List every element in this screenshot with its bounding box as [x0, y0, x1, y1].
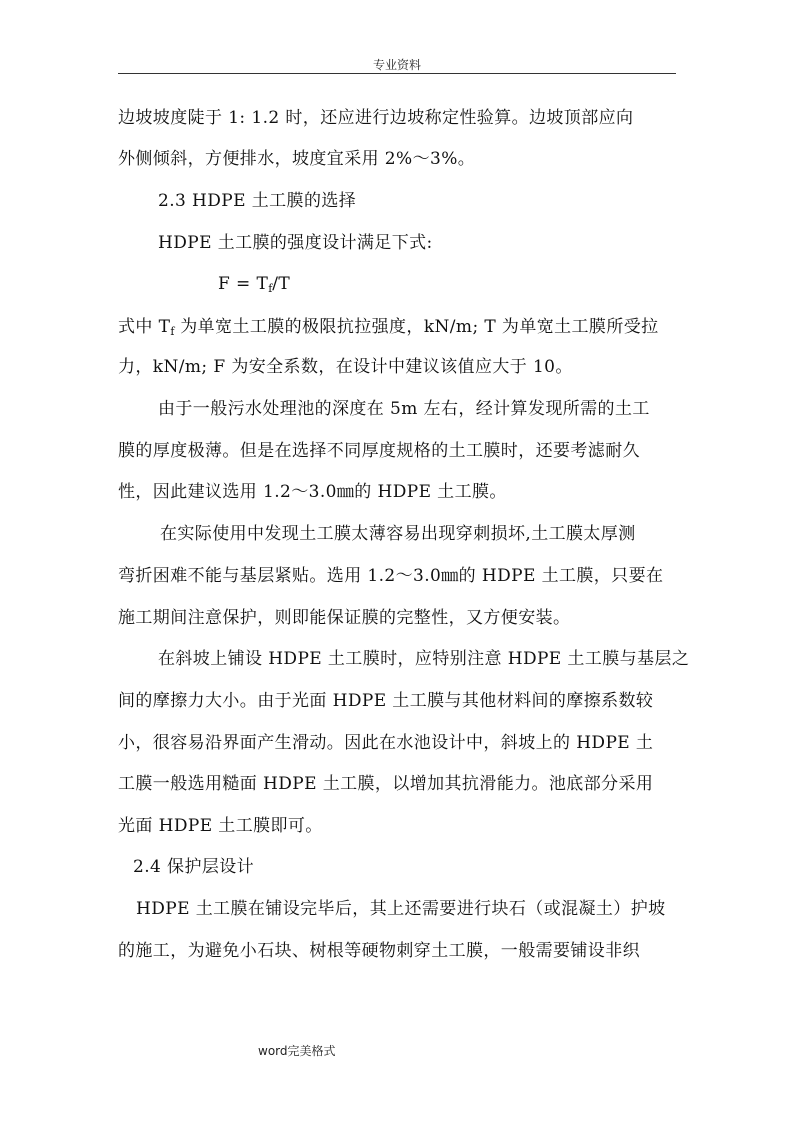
paragraph-line: 间的摩擦力大小。由于光面 HDPE 土工膜与其他材料间的摩擦系数较 — [118, 691, 654, 711]
paragraph-line — [118, 317, 659, 342]
paragraph-line: HDPE 土工膜的强度设计满足下式: — [158, 233, 433, 253]
section-heading-2-3: 2.3 HDPE 土工膜的选择 — [158, 191, 357, 211]
line-post: 为单宽土工膜的极限抗拉强度，kN/m; T 为单宽土工膜所受拉 — [174, 317, 659, 337]
formula-rhs: /T — [272, 274, 291, 294]
formula-subscript: f — [268, 282, 273, 295]
paragraph-line: 边坡坡度陡于 1: 1.2 时，还应进行边坡称定性验算。边坡顶部应向 — [118, 108, 634, 128]
header-divider — [118, 73, 676, 74]
paragraph-line: 在斜坡上铺设 HDPE 土工膜时，应特别注意 HDPE 土工膜与基层之 — [158, 649, 690, 669]
paragraph-line: 光面 HDPE 土工膜即可。 — [118, 816, 323, 836]
page-footer: word完美格式 — [258, 1044, 336, 1058]
paragraph-line: 膜的厚度极薄。但是在选择不同厚度规格的土工膜时，还要考滤耐久 — [118, 441, 640, 461]
paragraph-line: 外侧倾斜，方便排水，坡度宜采用 2%～3%。 — [118, 149, 476, 169]
paragraph-line: 小，很容易沿界面产生滑动。因此在水池设计中，斜坡上的 HDPE 土 — [118, 733, 654, 753]
section-heading-2-4: 2.4 保护层设计 — [133, 857, 255, 877]
line-subscript: f — [170, 325, 175, 338]
paragraph-line: 由于一般污水处理池的深度在 5m 左右，经计算发现所需的土工 — [158, 399, 650, 419]
paragraph-line: 工膜一般选用糙面 HDPE 土工膜，以增加其抗滑能力。池底部分采用 — [118, 774, 654, 794]
formula-lhs: F = T — [218, 274, 269, 294]
paragraph-line: 力，kN/m; F 为安全系数，在设计中建议该值应大于 10。 — [118, 357, 573, 377]
paragraph-line: 弯折困难不能与基层紧贴。选用 1.2～3.0㎜的 HDPE 土工膜，只要在 — [118, 566, 664, 586]
formula — [218, 274, 290, 299]
page-header: 专业资料 — [372, 58, 421, 72]
paragraph-line: HDPE 土工膜在铺设完毕后，其上还需要进行块石（或混凝土）护坡 — [136, 899, 666, 919]
paragraph-line: 在实际使用中发现土工膜太薄容易出现穿刺损坏,土工膜太厚测 — [160, 524, 636, 544]
paragraph-line: 的施工，为避免小石块、树根等硬物刺穿土工膜，一般需要铺设非织 — [118, 941, 640, 961]
line-pre: 式中 T — [118, 317, 171, 337]
paragraph-line: 性，因此建议选用 1.2～3.0㎜的 HDPE 土工膜。 — [118, 482, 507, 502]
paragraph-line: 施工期间注意保护，则即能保证膜的完整性，又方便安装。 — [118, 608, 571, 628]
